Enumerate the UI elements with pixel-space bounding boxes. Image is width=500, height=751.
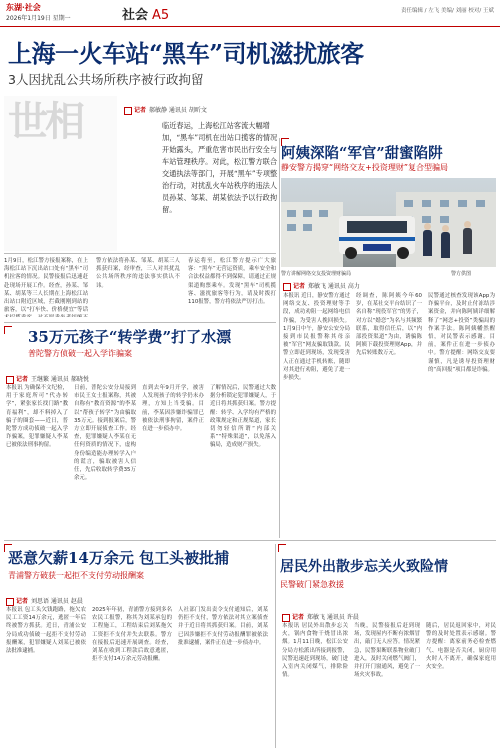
byline-marker-icon [124, 107, 132, 115]
lead-body-col-1: 1月9日，松江警方接报案称，在上海松江站下沉出站口处有“黑车”司机拉客的情况。民警接报后迅速赶赴现场开展工作。经查，孙某、邹某、胡某等三人长期在上海松江站出站口附近区域，拦截刚刚到站的旅客，以“打车快、价格便宜”等话 [4, 258, 88, 314]
photo-building [281, 202, 343, 267]
paper-logo: 东湖·社会 [6, 2, 41, 12]
bottom-right-byline [282, 612, 359, 622]
bottom-right-subhead: 民警破门紧急救援 [280, 580, 344, 589]
police-car [339, 216, 415, 254]
byline-names: 刘思语 通讯员 赵晨 [31, 598, 83, 605]
divider [4, 253, 276, 254]
byline-marker-icon [6, 376, 14, 384]
column-divider [279, 138, 280, 538]
lead-byline [124, 105, 207, 115]
lead-paragraph: 临近春运，上海松江站客流大幅增加，“黑车”司机在出站口揽客的情况开始露头，严重危害市民出行安全与车站管理秩序。对此，松江警方联合交通执法等部门，开展“黑车”专项整治行动，对扰乱火车站秩序的违法人员孙某、邹某、胡某依法予以行政拘留。 [162, 121, 278, 214]
column-art-text: 世相 [8, 98, 82, 145]
bottom-left-headline: 恶意欠薪14万余元 包工头被批捕 [8, 549, 230, 567]
byline-marker-icon [283, 283, 291, 291]
byline-names: 郝敏静 通讯员 胡昕文 [149, 107, 207, 114]
section-name: 社会 [122, 8, 149, 23]
byline-label: 记者 [16, 376, 29, 383]
mid-headline: 35万元孩子“转学费”打了水漂 [28, 328, 232, 346]
page-header [0, 0, 500, 27]
byline-names: 王继繁 通讯员 郝晓悦 [31, 376, 89, 383]
right-body-col-2: 经调查，陈阿姨今年60岁，在某社交平台结识了一名自称“现役军官”的男子，对方以“婚恋”为名与其频繁联系，取得信任后，以“内部投资渠道”为由，诱骗陈阿姨下载投资理财App，并先后转账数万元。 [356, 293, 422, 357]
byline-label: 记者 [292, 614, 305, 621]
bottom-right-col-3: 随后，居民返回家中，对民警的及时处置表示感谢。警方提醒：离家前务必检查燃气、电器是否关闭，厨房用火时人不离开，确保家庭用火安全。 [426, 623, 496, 671]
news-photo [281, 178, 496, 267]
bottom-left-col-2: 2025年年初，青浦警方接到多名农民工报警，称其为刘某承包的工程施工，工程结束后刘某拖欠工资拒不支付并失去联系。警方在接报后迅速开展调查。经查，刘某在收到工程款后故意逃匿，拒不支付14万余元劳动报酬。 [92, 607, 172, 663]
mid-subhead: 普陀警方侦破一起入学诈骗案 [28, 349, 132, 358]
bottom-left-byline [6, 596, 83, 606]
section-title [122, 4, 169, 23]
mid-body-col-2: 日前，普陀公安分局接到市民王女士报案称，其被自称有“教育资源”的李某以“帮孩子转学”为由骗取35万元。接到报案后，警方立即开展侦查工作。经查，犯罪嫌疑人李某在无任何资质的情况下，虚构身份编造能办理转学入户的谎言，骗取被害人信任，先后收取转学费35万余元。 [74, 385, 136, 482]
byline-names: 郑敏飞 通讯员 许晨 [307, 614, 359, 621]
corner-mark [278, 544, 286, 552]
lead-subhead: 3人因扰乱公共场所秩序被行政拘留 [8, 72, 204, 87]
lead-headline: 上海一火车站“黑车”司机滋扰旅客 [8, 39, 364, 68]
byline-names: 郑敏飞 通讯员 高力 [308, 283, 360, 290]
mid-body-col-4: 了解情况后，民警通过大数据分析锁定犯罪嫌疑人，于近日将其抓获归案。警方提醒：转学、入学均有严格的政策规定和正规渠道，家长切勿轻信所谓“内部关系”“特殊渠道”，以免落入骗局，造成财产损失。 [210, 385, 276, 449]
bottom-left-subhead: 青浦警方破获一起拒不支付劳动报酬案 [8, 571, 144, 580]
editor-credits: 责任编辑 / 左飞 美编/ 刘丽 校对/ 王斌 [400, 8, 494, 14]
officer-figure [423, 230, 432, 256]
byline-label: 记者 [16, 598, 29, 605]
issue-date: 2026年1月19日 星期一 [6, 15, 71, 22]
photo-credit: 警方供图 [451, 271, 472, 277]
bottom-left-col-3: 人社部门发出责令支付通知后，刘某仍拒不支付，警方依法对其立案侦查并于近日将其抓获归案。目前，刘某已因涉嫌拒不支付劳动报酬罪被依法批准逮捕，案件正在进一步侦办中。 [178, 607, 268, 646]
right-subhead: 静安警方揭穿“网络交友+投资理财”复合型骗局 [281, 163, 448, 172]
byline-label: 记者 [293, 283, 306, 290]
mid-body-col-3: 直到去年9月开学，被害人发现孩子的转学仍未办理，方知上当受骗。目前，李某因涉嫌诈骗罪已被依法刑事拘留，案件正在进一步侦办中。 [142, 385, 204, 433]
officer-figure [441, 232, 450, 258]
corner-mark [4, 326, 12, 334]
lead-body-col-3: 春运将至，松江警方提示广大旅客：“黑车”无营运资质，乘车安全和合法权益都得不到保障，请通过正规渠道购票乘车。发现“黑车”司机揽客、滋扰旅客等行为，请及时拨打110报警，警方将依法严厉打击。 [188, 258, 276, 306]
right-body-col-3: 民警通过核查发现该App为诈骗平台，及时止付冻结涉案资金，并向陈阿姨详细解释了“网恋+投资”类骗局的作案手法。陈阿姨幡然醒悟，对民警表示感谢。目前，案件正在进一步侦办中。警方提醒：网络交友要谨慎，凡是诱导投资理财的“高回报”项目都是诈骗。 [428, 293, 495, 373]
divider [4, 540, 496, 541]
person-figure [463, 228, 472, 254]
right-body-col-1: 本报讯 近日，静安警方通过网络交友、投资理财等手段，成功劝阻一起网络电信诈骗，为受害人挽回损失。1月9日中午，静安公安分局接到市民报警称其母亲被“军官”网友骗取钱款。民警立即赶到现场，发现受害人正在通过手机转账，随即对其进行劝阻，避免了进一步损失。 [283, 293, 350, 382]
bottom-right-col-2: 当晚，民警接报后赶到现场，发现屋内不断有浓烟冒出，敲门无人应答。情况紧急，民警果断联系物业破门进入，及时关闭燃气阀门，并打开门窗通风，避免了一场火灾事故。 [354, 623, 420, 679]
byline-marker-icon [6, 598, 14, 606]
right-headline: 阿姨深陷“军官”甜蜜陷阱 [281, 145, 443, 162]
mid-body-col-1: 本报讯 为确保不文纪检，用于家庭所可“代办转学”，紧张家长找门路“教育福利”，却不料掉入了骗子的圈套——近日，普陀警方成功侦破一起入学诈骗案，犯罪嫌疑人李某已被依法刑事拘留。 [6, 385, 68, 449]
photo-caption: 警方讲解网络交友投资理财骗局 [281, 271, 352, 277]
column-art [4, 96, 117, 251]
column-divider [275, 544, 276, 748]
bottom-right-headline: 居民外出散步忘关火致险情 [280, 559, 448, 575]
byline-label: 记者 [134, 107, 147, 114]
byline-marker-icon [282, 614, 290, 622]
lead-body-col-2: 警方依法将孙某、邹某、胡某三人抓获归案，经审查，三人对其扰乱公共场所秩序的违法事实供认不讳。 [96, 258, 180, 289]
mid-byline [6, 374, 89, 384]
divider [4, 322, 276, 323]
bottom-left-col-1: 本报讯 包工头欠钱跑路，拖欠农民工工资14万余元，逃匿一年后终被警方抓获。近日，青浦公安分局成功侦破一起拒不支付劳动报酬案，犯罪嫌疑人刘某已被依法批准逮捕。 [6, 607, 86, 655]
page-number: A5 [152, 8, 170, 23]
right-byline [283, 281, 360, 291]
bottom-right-col-1: 本报讯 居民外出散步忘关火，锅内食物干烧冒出浓烟。1月11日晚，松江公安分局方松派出所接到报警，民警迅速赶到现场，破门进入室内关闭煤气，排除险情。 [282, 623, 348, 679]
